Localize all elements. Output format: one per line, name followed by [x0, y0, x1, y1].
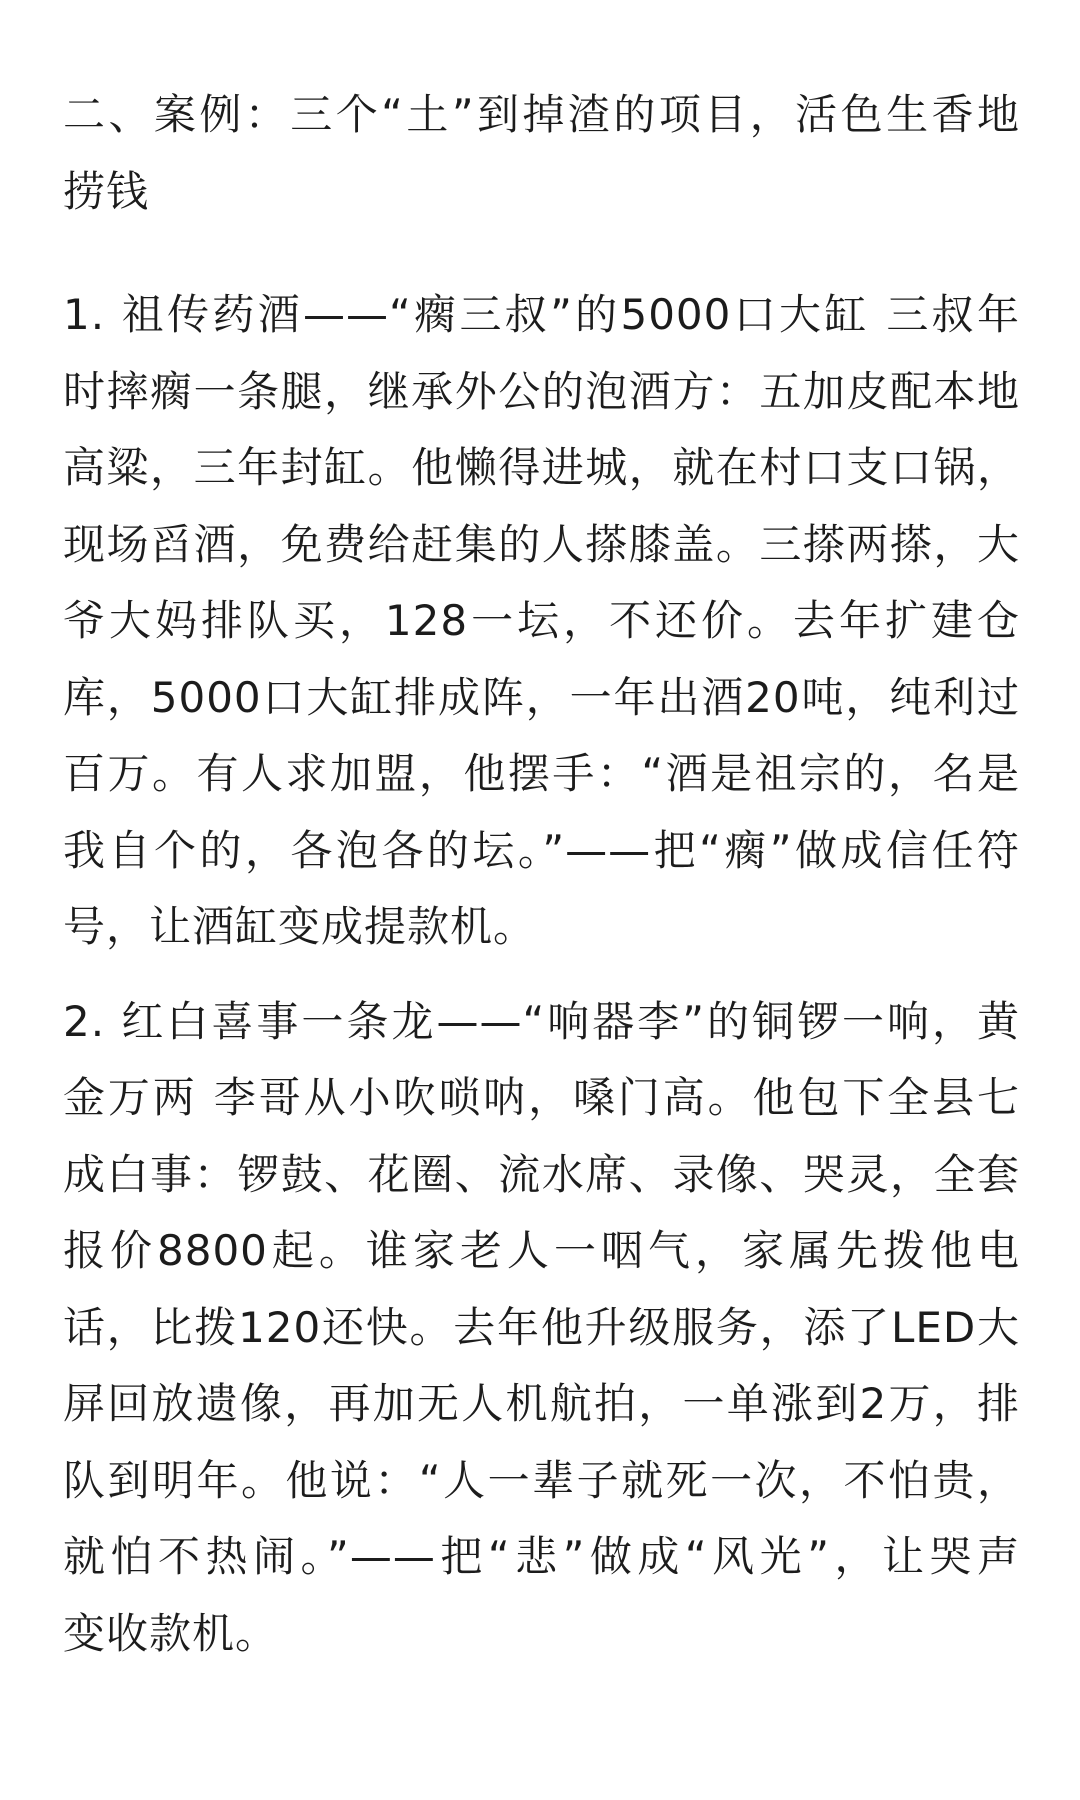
text-line: 2. 红白喜事一条龙——“响器李”的铜锣一响，黄	[63, 996, 1020, 1046]
text-line: 现场舀酒，免费给赶集的人搽膝盖。三搽两搽，大	[63, 519, 1020, 569]
text-line: 1. 祖传药酒——“瘸三叔”的5000口大缸 三叔年	[63, 290, 1020, 339]
text-line: 号，让酒缸变成提款机。	[63, 902, 537, 951]
text-line: 二、案例：三个“土”到掉渣的项目，活色生香地	[63, 90, 1020, 139]
text-line: 时摔瘸一条腿，继承外公的泡酒方：五加皮配本地	[63, 366, 1020, 416]
text-line: 金万两 李哥从小吹唢呐，嗓门高。他包下全县七	[63, 1073, 1020, 1122]
text-line: 队到明年。他说：“人一辈子就死一次，不怕贵，	[63, 1455, 1020, 1505]
text-line: 爷大妈排队买，128一坛，不还价。去年扩建仓	[63, 596, 1020, 645]
section-heading	[63, 77, 1020, 230]
text-line: 高粱，三年封缸。他懒得进城，就在村口支口锅，	[63, 443, 1020, 492]
text-line: 屏回放遗像，再加无人机航拍，一单涨到2万，排	[63, 1379, 1020, 1428]
text-line: 变收款机。	[63, 1608, 279, 1658]
case-2-paragraph	[63, 984, 1020, 1673]
case-1-paragraph	[63, 277, 1020, 966]
text-line: 百万。有人求加盟，他摆手：“酒是祖宗的，名是	[63, 749, 1020, 798]
text-line: 话，比拨120还快。去年他升级服务，添了LED大	[63, 1302, 1020, 1352]
text-line: 我自个的，各泡各的坛。”——把“瘸”做成信任符	[63, 825, 1020, 875]
text-line: 报价8800起。谁家老人一咽气，家属先拨他电	[63, 1226, 1020, 1275]
text-line: 捞钱	[63, 166, 150, 216]
text-line: 就怕不热闹。”——把“悲”做成“风光”，让哭声	[63, 1532, 1020, 1581]
text-line: 库，5000口大缸排成阵，一年出酒20吨，纯利过	[63, 672, 1020, 722]
text-line: 成白事：锣鼓、花圈、流水席、录像、哭灵，全套	[63, 1149, 1020, 1199]
